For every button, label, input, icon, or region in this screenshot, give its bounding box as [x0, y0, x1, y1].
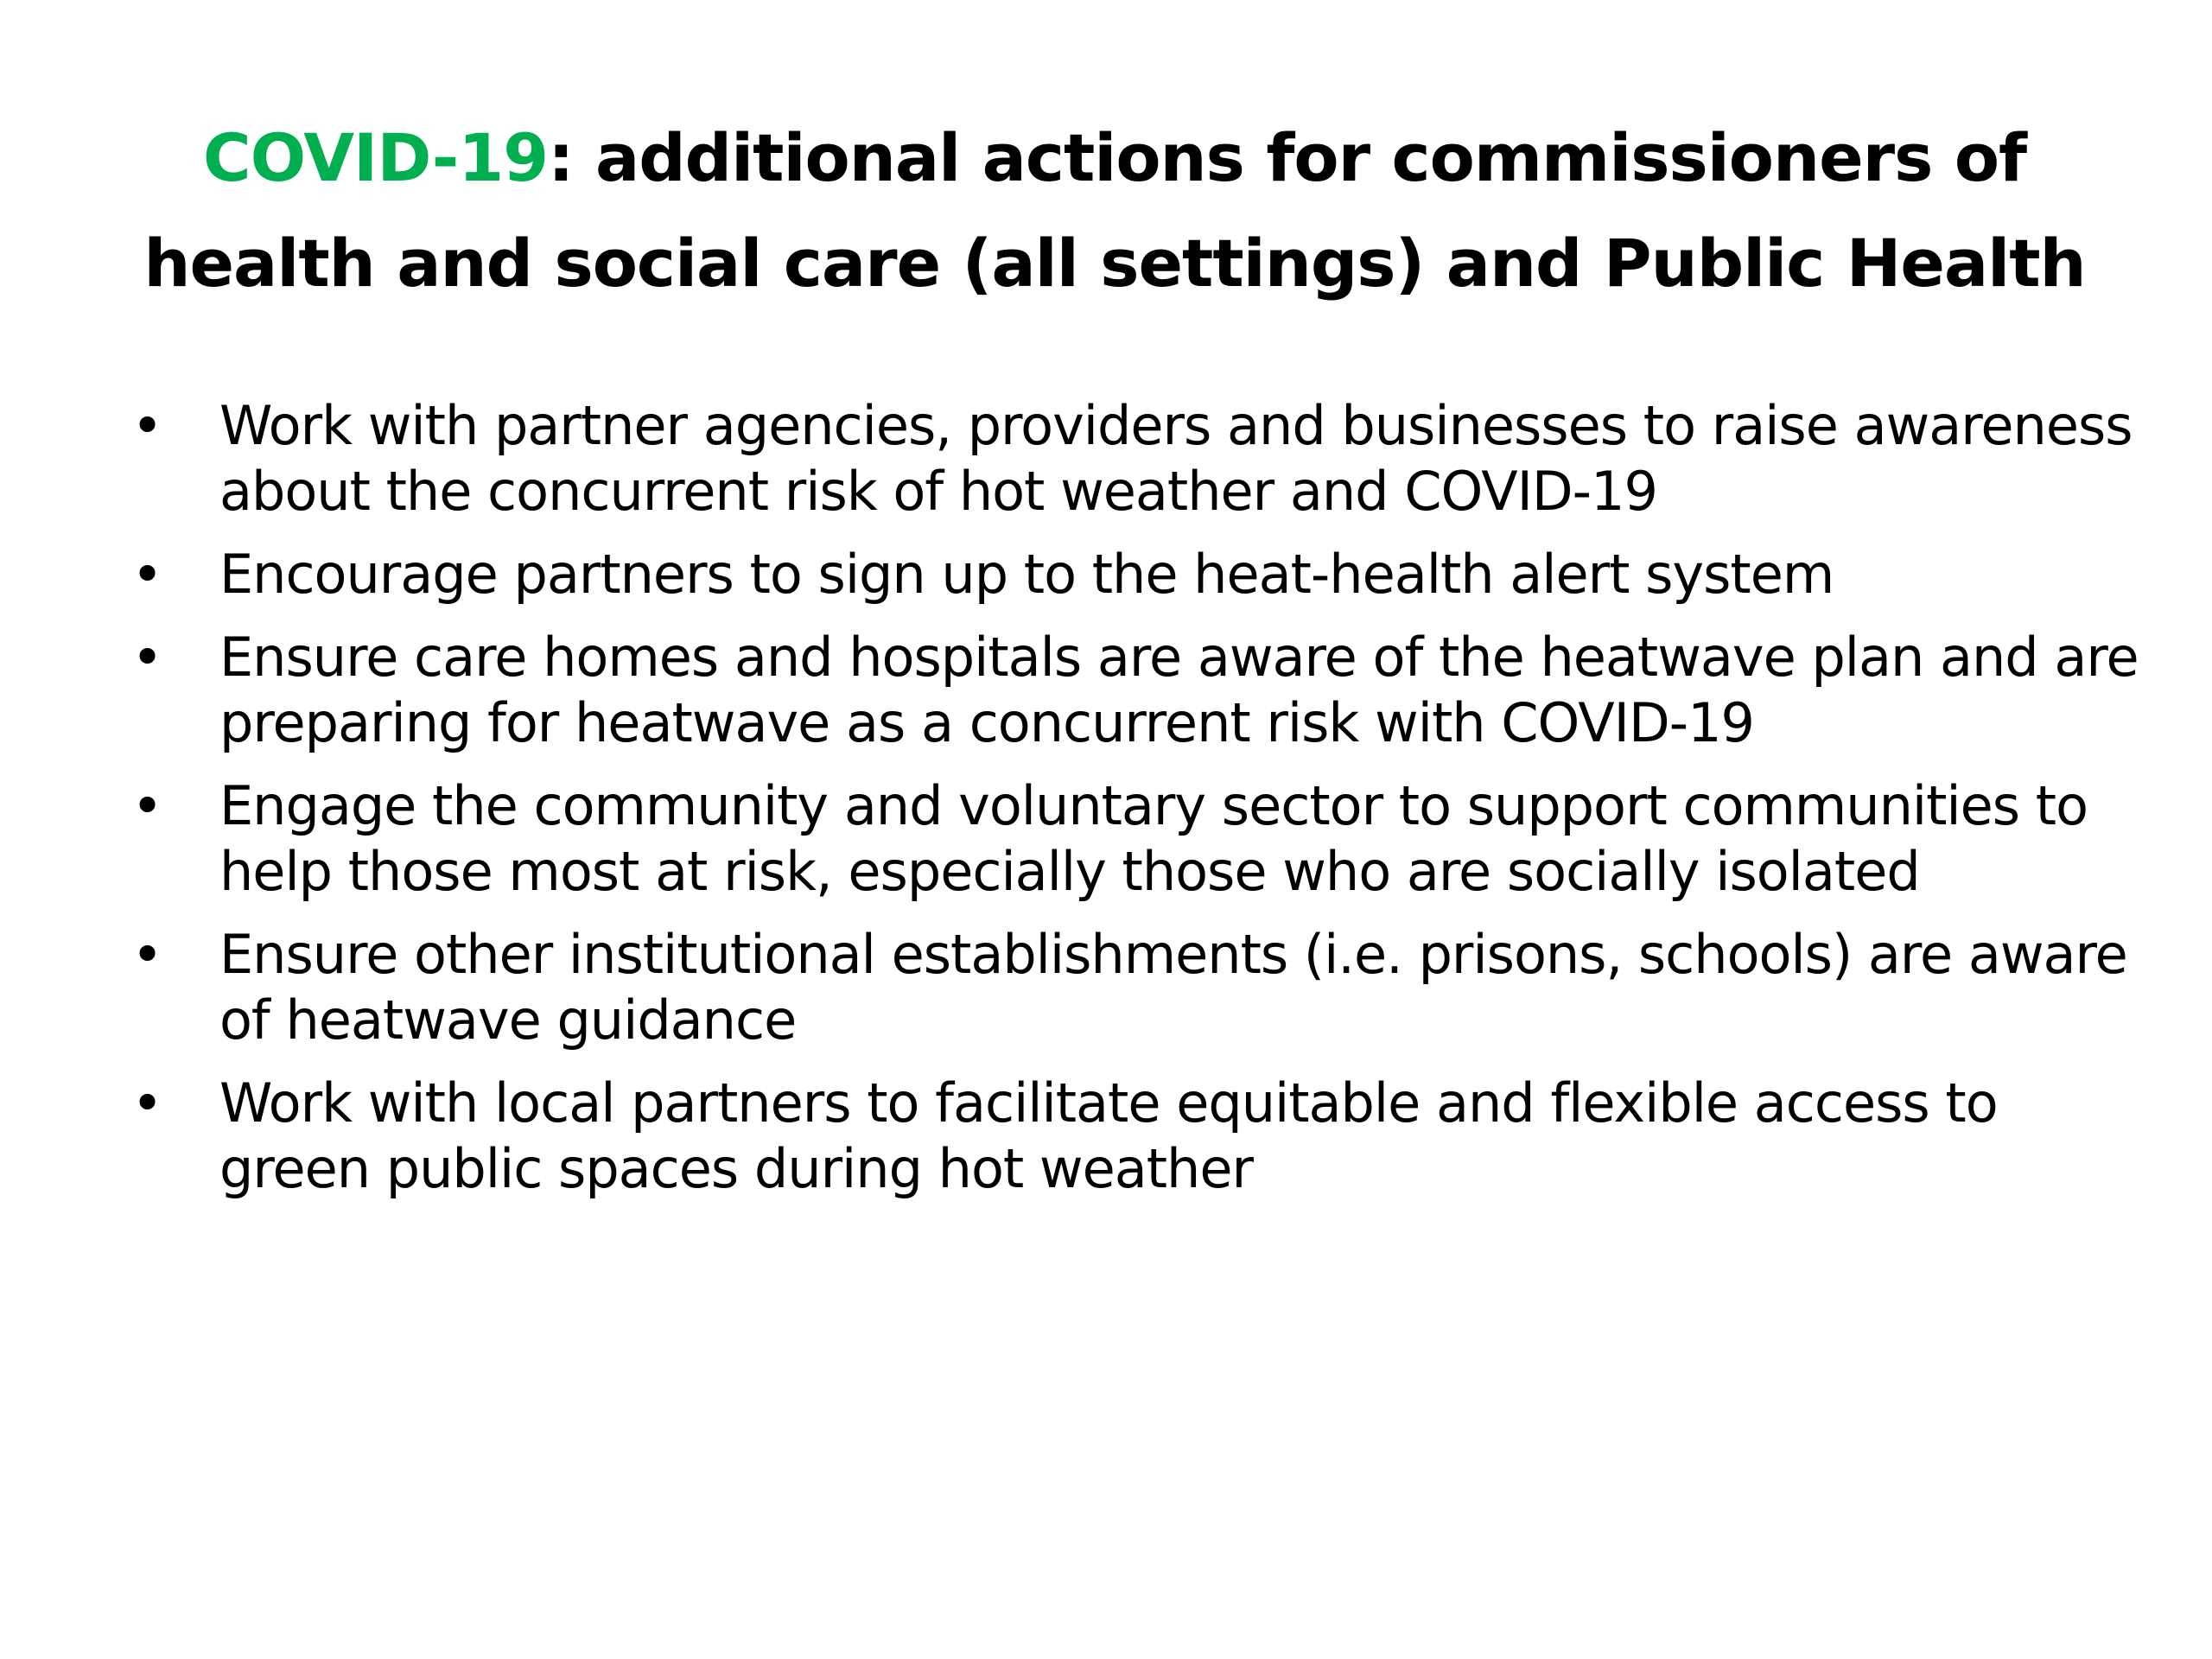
bullet-text: Encourage partners to sign up to the heat-health alert system	[219, 543, 1834, 606]
bullet-item	[130, 922, 2152, 1053]
title-accent: COVID-19	[202, 119, 549, 196]
bullet-item	[130, 1071, 2152, 1202]
bullet-text: Work with partner agencies, providers and businesses to raise awareness about the concurrent risk of hot weather and COVID-19	[219, 394, 2133, 523]
bullet-item	[130, 542, 2152, 607]
bullet-text: Work with local partners to facilitate equitable and flexible access to green public spaces during hot weather	[219, 1071, 1998, 1200]
bullet-marker: •	[131, 774, 162, 837]
bullet-text: Engage the community and voluntary sector to support communities to help those most at risk, especially those who are socially isolated	[219, 774, 2088, 903]
bullet-text: Ensure care homes and hospitals are aware of the heatwave plan and are preparing for heatwave as a concurrent risk with COVID-19	[219, 626, 2139, 754]
bullet-list	[130, 393, 2152, 1219]
bullet-text: Ensure other institutional establishments (i.e. prisons, schools) are aware of heatwave guidance	[219, 923, 2127, 1052]
title-text: : additional actions for commissioners of health and social care (all settings) and Public Health	[143, 119, 2086, 302]
bullet-item	[130, 393, 2152, 524]
bullet-marker: •	[131, 1071, 162, 1135]
bullet-marker: •	[131, 626, 162, 689]
bullet-item	[130, 625, 2152, 756]
bullet-marker: •	[131, 543, 162, 606]
slide-title	[121, 105, 2108, 316]
bullet-marker: •	[131, 394, 162, 457]
bullet-item	[130, 773, 2152, 905]
bullet-marker: •	[131, 923, 162, 986]
